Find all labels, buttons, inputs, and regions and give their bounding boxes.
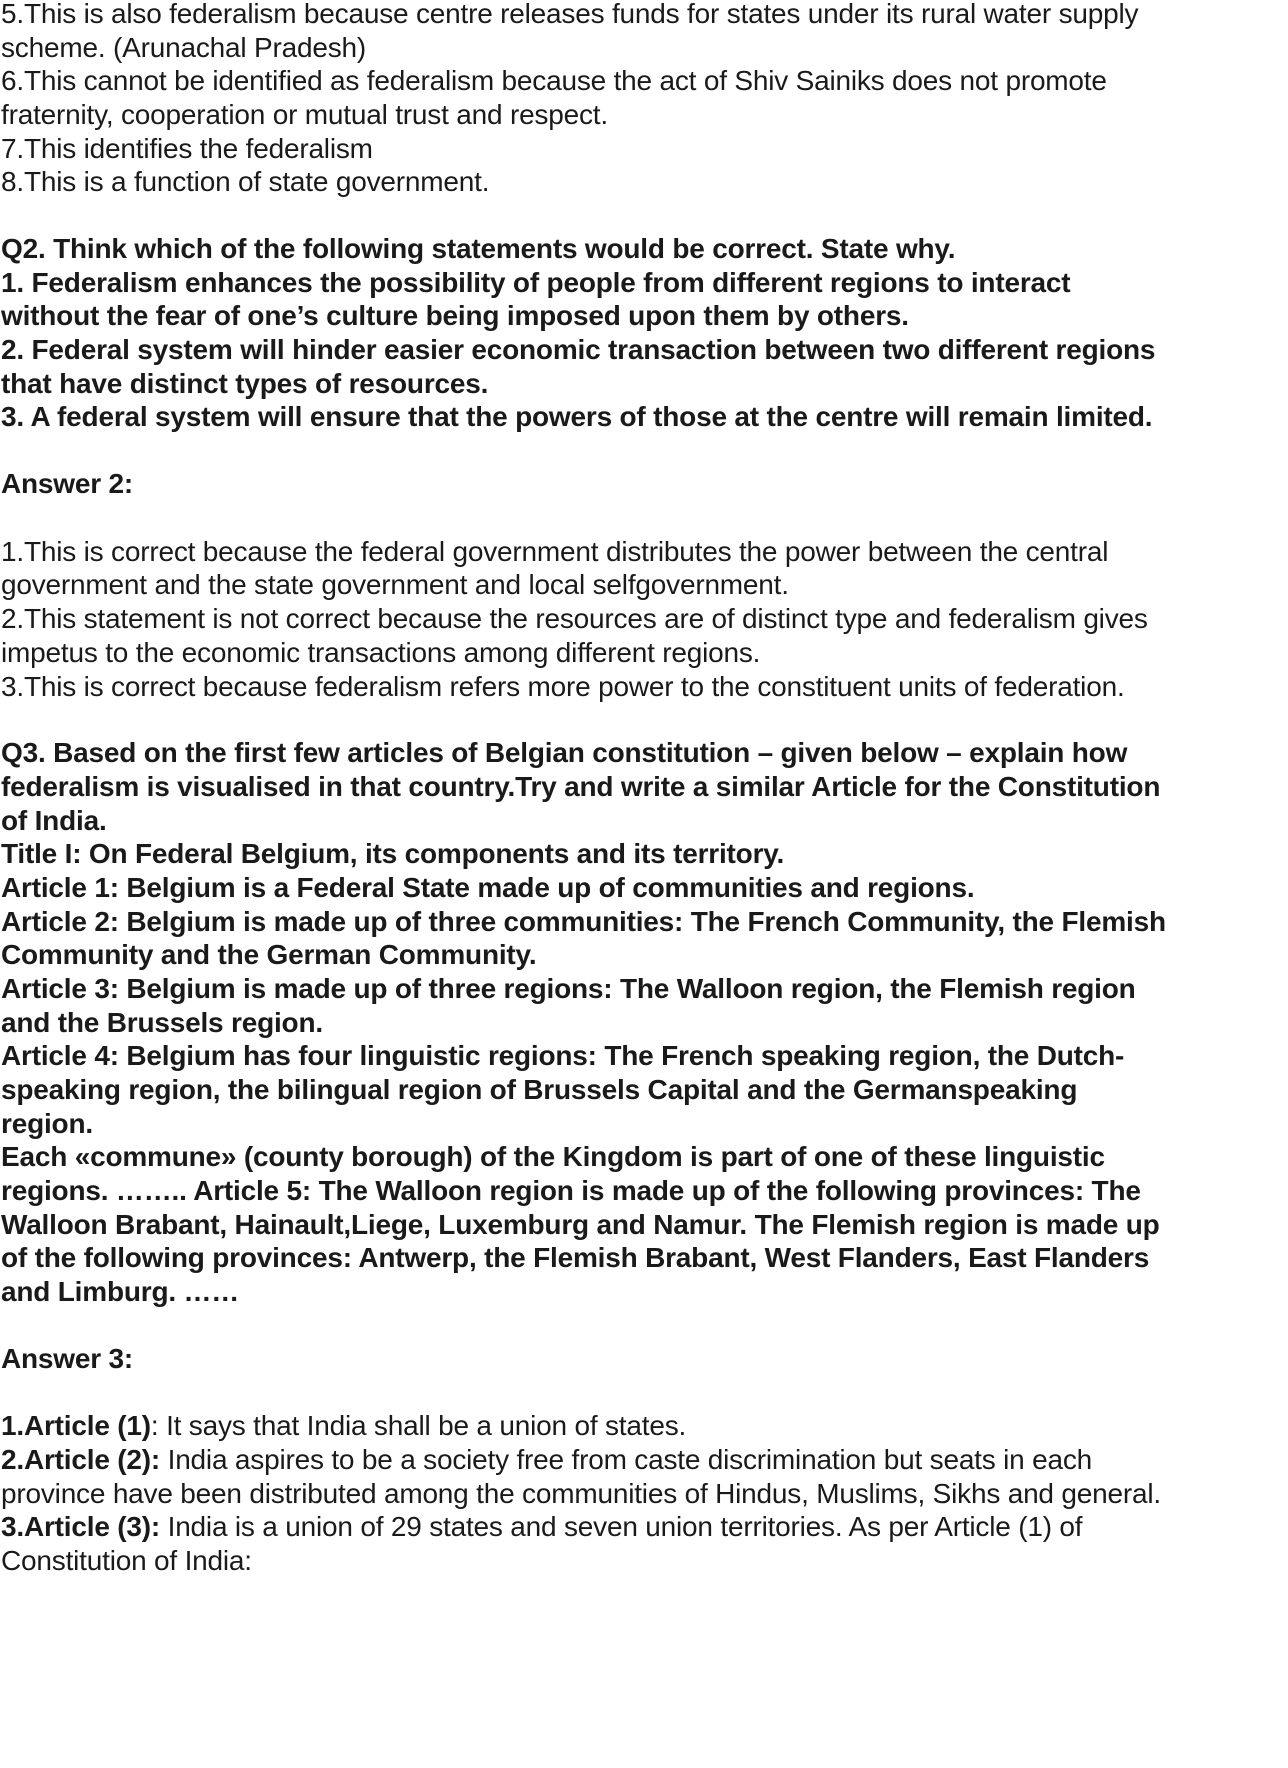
answer-2-reason-2-line-1: 2.This statement is not correct because the resources are of distinct type and federalism gives	[1, 603, 1148, 634]
q3-line-3: of India.	[1, 805, 107, 836]
q3-article-3-line-2: and the Brussels region.	[1, 1007, 323, 1038]
answer-2-reason-2-line-2: impetus to the economic transactions among different regions.	[1, 637, 761, 668]
answer-3-point-2-label: 2.Article (2):	[1, 1444, 161, 1475]
answer-3-point-2-line-2: province have been distributed among the communities of Hindus, Muslims, Sikhs and general.	[1, 1478, 1161, 1509]
answer-3-point-2-line-1	[1, 1443, 1092, 1477]
answer-2-reason-3: 3.This is correct because federalism refers more power to the constituent units of federation.	[1, 671, 1125, 702]
q3-article-4-line-1: Article 4: Belgium has four linguistic regions: The French speaking region, the Dutch-	[1, 1040, 1125, 1071]
answer-3-point-3-line-2: Constitution of India:	[1, 1545, 252, 1576]
answer-3-point-1-text: : It says that India shall be a union of states.	[150, 1410, 687, 1441]
q3-commune-line-3: Walloon Brabant, Hainault,Liege, Luxemburg and Namur. The Flemish region is made up	[1, 1209, 1160, 1240]
q3-article-1: Article 1: Belgium is a Federal State made up of communities and regions.	[1, 872, 975, 903]
q2-statement-1-line-2: without the fear of one’s culture being imposed upon them by others.	[1, 300, 909, 331]
answer-3-point-3-label: 3.Article (3):	[1, 1511, 161, 1542]
q3-article-4-line-2: speaking region, the bilingual region of Brussels Capital and the Germanspeaking	[1, 1074, 1078, 1105]
q1-answer-5-line-1: 5.This is also federalism because centre releases funds for states under its rural water supply	[1, 0, 1139, 29]
q2-title: Q2. Think which of the following statements would be correct. State why.	[1, 233, 956, 264]
q3-line-1: Q3. Based on the first few articles of Belgian constitution – given below – explain how	[1, 737, 1128, 768]
q1-answer-5-line-2: scheme. (Arunachal Pradesh)	[1, 32, 366, 63]
q3-commune-line-5: and Limburg. ……	[1, 1276, 240, 1307]
q2-statement-2-line-1: 2. Federal system will hinder easier economic transaction between two different regions	[1, 334, 1156, 365]
q3-article-3-line-1: Article 3: Belgium is made up of three regions: The Walloon region, the Flemish region	[1, 973, 1136, 1004]
q3-article-4-line-3: region.	[1, 1108, 93, 1139]
answer-3-point-3-line-1	[1, 1510, 1082, 1544]
answer-3-heading: Answer 3:	[1, 1343, 134, 1374]
q2-statement-3: 3. A federal system will ensure that the powers of those at the centre will remain limited.	[1, 401, 1153, 432]
q1-answer-8: 8.This is a function of state government.	[1, 166, 490, 197]
answer-3-point-3-text: India is a union of 29 states and seven union territories. As per Article (1) of	[160, 1511, 1083, 1542]
answer-3-point-1	[1, 1409, 686, 1443]
q3-title-1: Title I: On Federal Belgium, its components and its territory.	[1, 838, 785, 869]
q1-answer-7: 7.This identifies the federalism	[1, 133, 373, 164]
answer-3-point-2-text: India aspires to be a society free from caste discrimination but seats in each	[160, 1444, 1093, 1475]
q3-commune-line-1: Each «commune» (county borough) of the Kingdom is part of one of these linguistic	[1, 1141, 1105, 1172]
q2-statement-1-line-1: 1. Federalism enhances the possibility of people from different regions to interact	[1, 267, 1071, 298]
q3-commune-line-4: of the following provinces: Antwerp, the Flemish Brabant, West Flanders, East Flanders	[1, 1242, 1150, 1273]
answer-3-point-1-label: 1.Article (1)	[1, 1410, 151, 1441]
answer-2-heading: Answer 2:	[1, 468, 134, 499]
answer-2-reason-1-line-1: 1.This is correct because the federal government distributes the power between the central	[1, 536, 1109, 567]
answer-2-reason-1-line-2: government and the state government and local selfgovernment.	[1, 569, 789, 600]
q2-statement-2-line-2: that have distinct types of resources.	[1, 368, 489, 399]
q1-answer-6-line-1: 6.This cannot be identified as federalism because the act of Shiv Sainiks does not promote	[1, 65, 1107, 96]
q3-commune-line-2: regions. …….. Article 5: The Walloon region is made up of the following provinces: The	[1, 1175, 1141, 1206]
q3-article-2-line-1: Article 2: Belgium is made up of three communities: The French Community, the Flemish	[1, 906, 1166, 937]
q1-answer-6-line-2: fraternity, cooperation or mutual trust and respect.	[1, 99, 608, 130]
q3-article-2-line-2: Community and the German Community.	[1, 939, 537, 970]
q3-line-2: federalism is visualised in that country.Try and write a similar Article for the Constitution	[1, 771, 1161, 802]
